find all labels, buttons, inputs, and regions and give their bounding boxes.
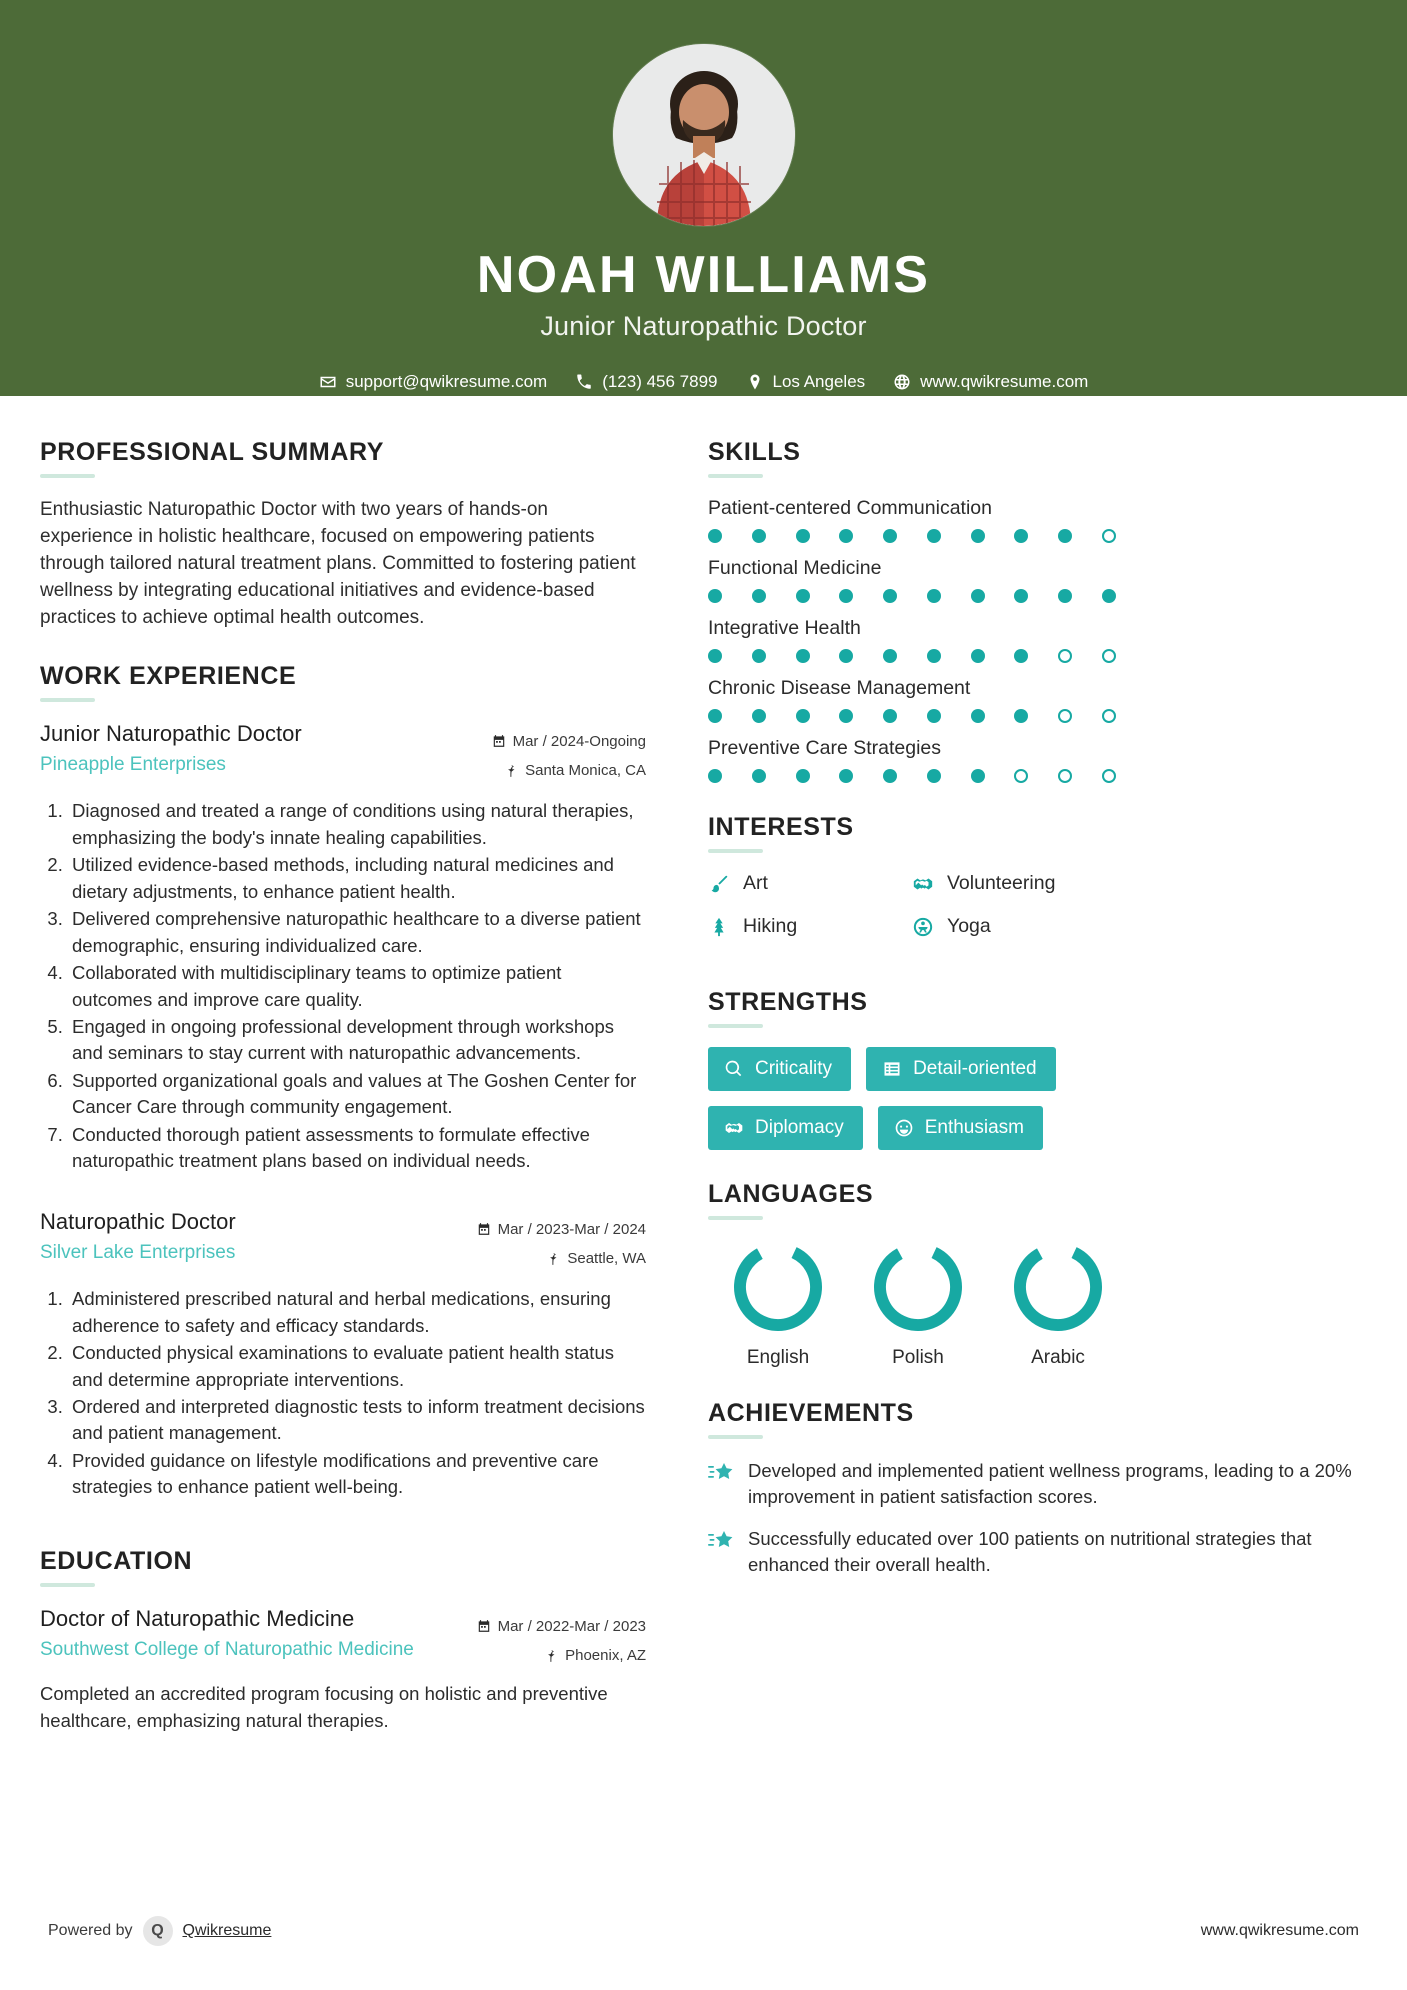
rating-dot-filled (1014, 649, 1028, 663)
rating-dot-filled (839, 649, 853, 663)
pin-icon (504, 764, 518, 778)
rating-dot-filled (708, 529, 722, 543)
calendar-icon (492, 734, 506, 748)
rating-dot-filled (752, 589, 766, 603)
interests-grid (708, 872, 1116, 958)
section-rule (708, 849, 763, 853)
envelope-icon (319, 373, 337, 391)
rating-dot-empty (1102, 709, 1116, 723)
section-strengths (708, 988, 1367, 1150)
contact-location[interactable] (736, 372, 876, 392)
contact-website-text: www.qwikresume.com (920, 371, 1089, 391)
work-location: Seattle, WA (567, 1249, 646, 1267)
rating-dot-filled (796, 649, 810, 663)
rating-dot-filled (927, 769, 941, 783)
rating-dot-filled (971, 649, 985, 663)
strength-chip (878, 1106, 1043, 1150)
section-heading-summary: PROFESSIONAL SUMMARY (40, 438, 384, 466)
work-bullets (40, 1286, 646, 1501)
powered-by-label: Powered by (48, 1922, 133, 1939)
section-rule (40, 474, 95, 478)
rating-dot-filled (883, 709, 897, 723)
skill-label: Integrative Health (708, 617, 861, 639)
skill-label: Chronic Disease Management (708, 677, 971, 699)
rating-dot-filled (1014, 709, 1028, 723)
rating-dot-empty (1014, 769, 1028, 783)
star-icon (708, 1460, 734, 1486)
interest-item (912, 872, 1116, 895)
list-item: 1. Diagnosed and treated a range of conditions using natural therapies, emphasizing the body's innate healing capabilities. (68, 798, 646, 851)
education-location-line (451, 1641, 646, 1670)
page-title: NOAH WILLIAMS (476, 246, 931, 304)
left-column (40, 438, 668, 1764)
qwikresume-logo-icon: Q (143, 1916, 173, 1946)
yoga-icon (912, 916, 934, 938)
contact-row (0, 372, 1407, 392)
language-progress-ring (1010, 1239, 1106, 1335)
strength-label: Criticality (755, 1058, 833, 1079)
languages-grid (708, 1239, 1128, 1369)
calendar-icon (477, 1222, 491, 1236)
education-school: Southwest College of Naturopathic Medicine (40, 1638, 414, 1660)
magnifier-icon (724, 1059, 744, 1079)
language-progress-ring (870, 1239, 966, 1335)
rating-dot-filled (796, 709, 810, 723)
rating-dot-empty (1102, 649, 1116, 663)
list-item: 4. Provided guidance on lifestyle modifications and preventive care strategies to enhance patient well-being. (68, 1448, 646, 1501)
work-date-line (451, 1215, 646, 1244)
job-title: Junior Naturopathic Doctor (540, 310, 867, 341)
interest-label: Art (743, 872, 768, 894)
strength-chip (708, 1106, 863, 1150)
contact-email-text: support@qwikresume.com (345, 371, 548, 391)
list-item: 1. Administered prescribed natural and herbal medications, ensuring adherence to safety and efficacy standards. (68, 1286, 646, 1339)
smiley-icon (894, 1118, 914, 1138)
language-item (988, 1239, 1128, 1369)
work-entry (40, 1209, 646, 1501)
footer (0, 1872, 1407, 1990)
skill-rating (708, 649, 1116, 663)
brand-link[interactable]: Qwikresume (182, 1922, 272, 1939)
education-description: Completed an accredited program focusing on holistic and preventive healthcare, emphasizing natural therapies. (40, 1683, 608, 1731)
interest-item (912, 915, 1116, 938)
section-achievements (708, 1399, 1367, 1578)
rating-dot-filled (883, 529, 897, 543)
strength-label: Detail-oriented (913, 1058, 1037, 1079)
rating-dot-filled (1102, 589, 1116, 603)
resume-body (0, 396, 1407, 1764)
work-location-line (451, 756, 646, 785)
rating-dot-filled (971, 529, 985, 543)
handshake-icon (724, 1118, 744, 1138)
strength-chip (866, 1047, 1056, 1091)
contact-phone[interactable] (565, 372, 727, 392)
rating-dot-filled (708, 589, 722, 603)
rating-dot-filled (1058, 589, 1072, 603)
interest-label: Yoga (947, 915, 991, 937)
section-rule (708, 1216, 763, 1220)
list-item: 5. Engaged in ongoing professional development through workshops and seminars to stay current with naturopathic advancements. (68, 1014, 646, 1067)
achievement-item (708, 1526, 1367, 1578)
rating-dot-empty (1102, 769, 1116, 783)
skill-item (708, 617, 1367, 663)
rating-dot-filled (971, 709, 985, 723)
rating-dot-filled (708, 769, 722, 783)
rating-dot-filled (796, 589, 810, 603)
rating-dot-filled (883, 589, 897, 603)
spacer (40, 1181, 646, 1209)
section-languages (708, 1180, 1367, 1369)
section-heading-work: WORK EXPERIENCE (40, 661, 297, 690)
rating-dot-filled (752, 769, 766, 783)
section-interests (708, 813, 1367, 958)
rating-dot-empty (1058, 709, 1072, 723)
list-item: 6. Supported organizational goals and values at The Goshen Center for Cancer Care through community engagement. (68, 1068, 646, 1121)
list-item: 7. Conducted thorough patient assessments to formulate effective naturopathic treatment plans based on individual needs. (68, 1122, 646, 1175)
skill-label: Functional Medicine (708, 557, 882, 579)
strength-label: Enthusiasm (924, 1117, 1024, 1138)
rating-dot-empty (1058, 649, 1072, 663)
calendar-icon (477, 1619, 491, 1633)
work-location-line (451, 1244, 646, 1273)
section-rule (40, 1583, 95, 1587)
strengths-grid (708, 1047, 1128, 1150)
section-education (40, 1547, 646, 1734)
rating-dot-filled (883, 649, 897, 663)
rating-dot-filled (927, 649, 941, 663)
rating-dot-filled (752, 529, 766, 543)
rating-dot-filled (839, 709, 853, 723)
avatar (613, 44, 795, 226)
language-item (848, 1239, 988, 1369)
paintbrush-icon (708, 873, 730, 895)
rating-dot-filled (927, 709, 941, 723)
tree-icon (708, 916, 730, 938)
rating-dot-filled (839, 769, 853, 783)
achievement-text: Developed and implemented patient wellness programs, leading to a 20% improvement in patient satisfaction scores. (748, 1460, 1352, 1507)
rating-dot-filled (752, 649, 766, 663)
list-item: 4. Collaborated with multidisciplinary teams to optimize patient outcomes and improve care quality. (68, 960, 646, 1013)
footer-website[interactable]: www.qwikresume.com (1200, 1922, 1359, 1939)
rating-dot-empty (1102, 529, 1116, 543)
work-date-line (451, 727, 646, 756)
education-date: Mar / 2022-Mar / 2023 (497, 1617, 646, 1635)
skill-label: Patient-centered Communication (708, 497, 992, 519)
work-date: Mar / 2024-Ongoing (512, 732, 646, 750)
work-meta (451, 721, 646, 786)
pin-icon (546, 1252, 560, 1266)
list-icon (882, 1059, 902, 1079)
interest-label: Volunteering (947, 872, 1056, 894)
rating-dot-filled (971, 769, 985, 783)
rating-dot-filled (927, 589, 941, 603)
rating-dot-filled (752, 709, 766, 723)
map-pin-icon (746, 373, 764, 391)
list-item: 3. Ordered and interpreted diagnostic tests to inform treatment decisions and patient management. (68, 1394, 646, 1447)
rating-dot-filled (1058, 529, 1072, 543)
rating-dot-filled (883, 769, 897, 783)
rating-dot-filled (1014, 589, 1028, 603)
section-skills (708, 438, 1367, 783)
skill-item (708, 677, 1367, 723)
contact-location-text: Los Angeles (772, 371, 866, 391)
section-rule (708, 1435, 763, 1439)
work-location: Santa Monica, CA (525, 762, 646, 780)
summary-text: Enthusiastic Naturopathic Doctor with two years of hands-on experience in holistic healthcare, focused on empowering patients through tailored natural treatment plans. Committed to fostering patient wellness by integrating educational initiatives and evidence-based practices to achieve optimal health outcomes. (40, 499, 636, 628)
strength-label: Diplomacy (755, 1117, 844, 1138)
work-organization: Pineapple Enterprises (40, 753, 226, 775)
language-item (708, 1239, 848, 1369)
work-meta (451, 1209, 646, 1274)
skill-rating (708, 529, 1116, 543)
interest-label: Hiking (743, 915, 798, 937)
phone-icon (575, 373, 593, 391)
right-column (668, 438, 1367, 1608)
rating-dot-filled (971, 589, 985, 603)
rating-dot-filled (708, 709, 722, 723)
interest-item (708, 872, 912, 895)
education-entry (40, 1606, 646, 1734)
section-heading-strengths: STRENGTHS (708, 988, 868, 1016)
section-heading-education: EDUCATION (40, 1546, 193, 1575)
language-label: English (746, 1347, 810, 1368)
contact-website[interactable] (883, 372, 1098, 392)
list-item: 2. Conducted physical examinations to evaluate patient health status and determine appropriate interventions. (68, 1340, 646, 1393)
section-heading-languages: LANGUAGES (708, 1180, 874, 1208)
rating-dot-filled (796, 529, 810, 543)
skill-rating (708, 709, 1116, 723)
resume-header (0, 0, 1407, 396)
work-role: Junior Naturopathic Doctor (40, 720, 302, 746)
section-heading-skills: SKILLS (708, 438, 801, 466)
rating-dot-empty (1058, 769, 1072, 783)
skill-item (708, 497, 1367, 543)
list-item: 3. Delivered comprehensive naturopathic healthcare to a diverse patient demographic, ensuring individualized care. (68, 906, 646, 959)
rating-dot-filled (708, 649, 722, 663)
skill-rating (708, 589, 1116, 603)
rating-dot-filled (796, 769, 810, 783)
work-date: Mar / 2023-Mar / 2024 (497, 1220, 646, 1238)
work-role: Naturopathic Doctor (40, 1208, 236, 1234)
list-item: 2. Utilized evidence-based methods, including natural medicines and dietary adjustments, to enhance patient health. (68, 852, 646, 905)
skills-list (708, 497, 1367, 783)
handshake-icon (912, 873, 934, 895)
language-label: Polish (892, 1347, 944, 1368)
achievement-text: Successfully educated over 100 patients on nutritional strategies that enhanced their overall health. (748, 1527, 1312, 1575)
section-heading-interests: INTERESTS (708, 813, 854, 841)
section-professional-summary (40, 438, 646, 632)
section-rule (708, 1024, 763, 1028)
contact-phone-text: (123) 456 7899 (602, 371, 718, 391)
section-rule (708, 474, 763, 478)
star-icon (708, 1528, 734, 1554)
strength-chip (708, 1047, 851, 1091)
achievement-item (708, 1458, 1367, 1510)
skill-item (708, 557, 1367, 603)
section-work-experience (40, 662, 646, 1501)
skill-rating (708, 769, 1116, 783)
globe-icon (893, 373, 911, 391)
rating-dot-filled (1014, 529, 1028, 543)
work-organization: Silver Lake Enterprises (40, 1241, 236, 1263)
rating-dot-filled (839, 529, 853, 543)
footer-brand (48, 1916, 271, 1946)
contact-email[interactable] (309, 372, 558, 392)
skill-item (708, 737, 1367, 783)
section-rule (40, 698, 95, 702)
skill-label: Preventive Care Strategies (708, 737, 942, 759)
section-heading-achievements: ACHIEVEMENTS (708, 1399, 914, 1427)
rating-dot-filled (839, 589, 853, 603)
education-degree: Doctor of Naturopathic Medicine (40, 1605, 355, 1631)
education-date-line (451, 1612, 646, 1641)
pin-icon (544, 1649, 558, 1663)
interest-item (708, 915, 912, 938)
work-bullets (40, 798, 646, 1174)
work-entry (40, 721, 646, 1175)
rating-dot-filled (927, 529, 941, 543)
language-label: Arabic (1031, 1347, 1085, 1368)
language-progress-ring (730, 1239, 826, 1335)
education-meta (451, 1606, 646, 1671)
education-location: Phoenix, AZ (565, 1647, 646, 1665)
